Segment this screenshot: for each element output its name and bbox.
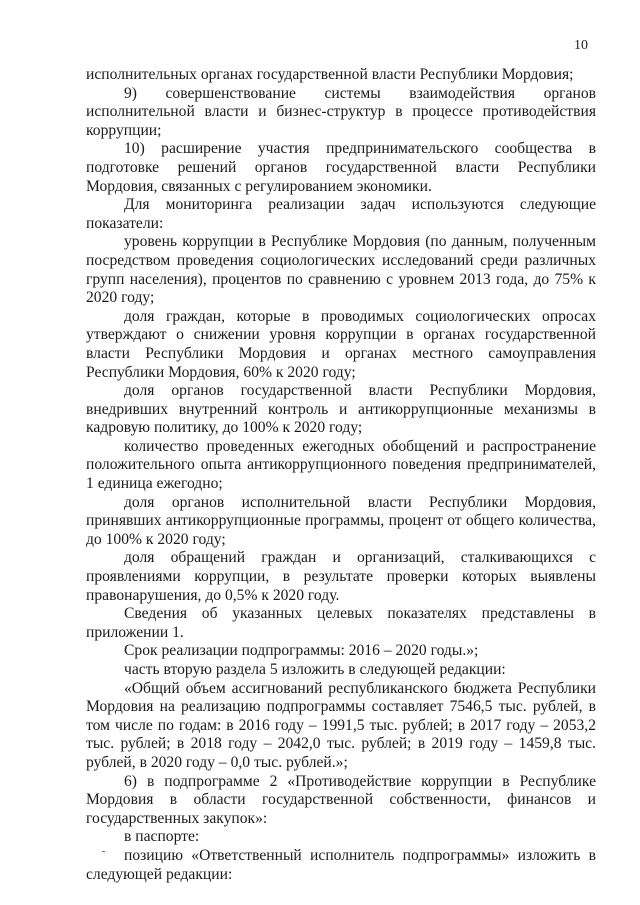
paragraph: 10) расширение участия предпринимательского сообщества в подготовке решений органов государственной власти Республики Мордовия, связанных с регулированием экономики. (86, 140, 596, 195)
paragraph: доля органов исполнительной власти Республики Мордовия, принявших антикоррупционные программы, процент от общего количества, до 100% к 2020 году; (86, 493, 596, 548)
paragraph: Для мониторинга реализации задач используются следующие показатели: (86, 196, 596, 232)
paragraph: «Общий объем ассигнований республиканского бюджета Республики Мордовия на реализацию подпрограммы составляет 7546,5 тыс. рублей, в том числе по годам: в 2016 году – 1991,5 тыс. рублей; в 2017 году – 2053,2 тыс. рублей; в 2018 году – 2042,0 тыс. рублей; в 2019 году – 1459,8 тыс. рублей, в 2020 году – 0,0 тыс. рублей.»; (86, 679, 596, 771)
paragraph: доля органов государственной власти Республики Мордовия, внедривших внутренний контроль и антикоррупционные механизмы в кадровую политику, до 100% к 2020 году; (86, 382, 596, 437)
paragraph: 9) совершенствование системы взаимодействия органов исполнительной власти и бизнес-структур в процессе противодействия коррупции; (86, 84, 596, 139)
paragraph: Сведения об указанных целевых показателях представлены в приложении 1. (86, 605, 596, 641)
scan-mark (102, 851, 105, 852)
page-number: 10 (574, 38, 588, 53)
paragraph: позицию «Ответственный исполнитель подпрограммы» изложить в следующей редакции: (86, 846, 596, 883)
paragraph: количество проведенных ежегодных обобщений и распространение положительного опыта антикоррупционного поведения предпринимателей, 1 единица ежегодно; (86, 437, 596, 493)
paragraph: исполнительных органах государственной власти Республики Мордовия; (86, 66, 574, 83)
paragraph: 6) в подпрограмме 2 «Противодействие коррупции в Республике Мордовия в области государственной собственности, финансов и государственных закупок»: (86, 772, 596, 827)
paragraph: уровень коррупции в Республике Мордовия (по данным, полученным посредством проведения социологических исследований среди различных групп населения), процентов по сравнению с уровнем 2013 года, до 75% к 2020 году; (86, 233, 596, 307)
paragraph: в паспорте: (124, 828, 200, 846)
paragraph: доля граждан, которые в проводимых социологических опросах утверждают о снижении уровня коррупции в органах государственной власти Республики Мордовия и органах местного самоуправления Республики Мордовия, 60% к 2020 году; (86, 307, 596, 381)
paragraph: часть вторую раздела 5 изложить в следующей редакции: (124, 661, 506, 678)
document-body (86, 66, 596, 884)
paragraph: доля обращений граждан и организаций, сталкивающихся с проявлениями коррупции, в результате проверки которых выявлены правонарушения, до 0,5% к 2020 году. (86, 549, 596, 604)
paragraph: Срок реализации подпрограммы: 2016 – 2020 годы.»; (124, 642, 479, 660)
